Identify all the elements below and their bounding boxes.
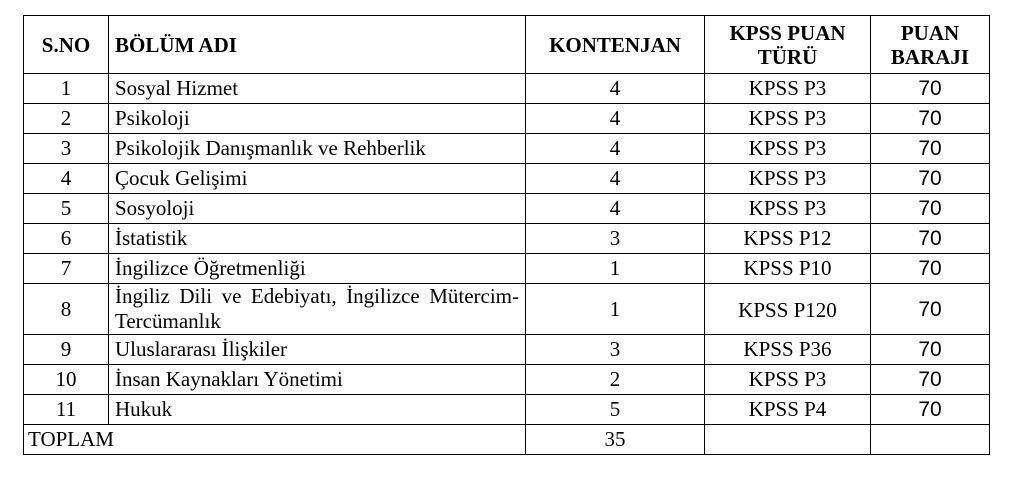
cell-name: İstatistik	[109, 224, 526, 254]
cell-sno: 4	[24, 164, 109, 194]
header-score-type-line2: TÜRÜ	[757, 44, 818, 69]
header-row	[24, 16, 990, 74]
cell-score-threshold: 70	[871, 395, 990, 425]
cell-score-type: KPSS P12	[705, 224, 871, 254]
cell-score-type: KPSS P3	[705, 134, 871, 164]
cell-quota: 5	[526, 395, 705, 425]
cell-quota: 3	[526, 224, 705, 254]
cell-sno: 11	[24, 395, 109, 425]
cell-quota: 4	[526, 104, 705, 134]
table-header	[24, 16, 990, 74]
table-row	[24, 335, 990, 365]
table-row	[24, 284, 990, 335]
cell-score-type: KPSS P3	[705, 365, 871, 395]
cell-quota: 4	[526, 194, 705, 224]
cell-sno: 10	[24, 365, 109, 395]
cell-sno: 1	[24, 74, 109, 104]
cell-score-threshold: 70	[871, 224, 990, 254]
header-sno: S.NO	[24, 16, 109, 74]
header-name: BÖLÜM ADI	[109, 16, 526, 74]
cell-score-type: KPSS P3	[705, 164, 871, 194]
cell-quota: 1	[526, 284, 705, 335]
cell-score-type: KPSS P3	[705, 194, 871, 224]
cell-quota: 1	[526, 254, 705, 284]
cell-score-threshold: 70	[871, 134, 990, 164]
cell-score-type: KPSS P3	[705, 74, 871, 104]
header-score-threshold-line2: BARAJI	[890, 44, 970, 69]
cell-score-threshold: 70	[871, 254, 990, 284]
header-score-threshold	[871, 16, 990, 74]
cell-name: Çocuk Gelişimi	[109, 164, 526, 194]
header-score-threshold-line1: PUAN	[900, 20, 960, 45]
table-row	[24, 254, 990, 284]
cell-sno: 8	[24, 284, 109, 335]
total-row	[24, 425, 990, 455]
cell-score-type: KPSS P36	[705, 335, 871, 365]
cell-name: Psikoloji	[109, 104, 526, 134]
cell-sno: 6	[24, 224, 109, 254]
cell-quota: 4	[526, 134, 705, 164]
table-row	[24, 104, 990, 134]
cell-sno: 3	[24, 134, 109, 164]
cell-name: İngilizce Öğretmenliği	[109, 254, 526, 284]
cell-name: İnsan Kaynakları Yönetimi	[109, 365, 526, 395]
cell-sno: 7	[24, 254, 109, 284]
cell-score-threshold: 70	[871, 194, 990, 224]
table-row	[24, 395, 990, 425]
cell-name: Sosyal Hizmet	[109, 74, 526, 104]
cell-score-threshold: 70	[871, 104, 990, 134]
cell-score-type: KPSS P120	[705, 284, 871, 335]
cell-score-type: KPSS P4	[705, 395, 871, 425]
total-score-type-empty	[705, 425, 871, 455]
cell-sno: 2	[24, 104, 109, 134]
table-row	[24, 164, 990, 194]
total-quota: 35	[526, 425, 705, 455]
cell-score-threshold: 70	[871, 164, 990, 194]
cell-name: Psikolojik Danışmanlık ve Rehberlik	[109, 134, 526, 164]
cell-sno: 5	[24, 194, 109, 224]
table-row	[24, 74, 990, 104]
cell-score-type: KPSS P3	[705, 104, 871, 134]
cell-score-type: KPSS P10	[705, 254, 871, 284]
table-row	[24, 224, 990, 254]
quota-table	[23, 15, 990, 455]
cell-quota: 4	[526, 164, 705, 194]
cell-score-threshold: 70	[871, 284, 990, 335]
table-body	[24, 74, 990, 455]
cell-score-threshold: 70	[871, 74, 990, 104]
cell-quota: 2	[526, 365, 705, 395]
cell-name: Uluslararası İlişkiler	[109, 335, 526, 365]
header-quota: KONTENJAN	[526, 16, 705, 74]
cell-quota: 4	[526, 74, 705, 104]
table-row	[24, 365, 990, 395]
table-row	[24, 134, 990, 164]
cell-score-threshold: 70	[871, 335, 990, 365]
cell-score-threshold: 70	[871, 365, 990, 395]
cell-sno: 9	[24, 335, 109, 365]
total-score-threshold-empty	[871, 425, 990, 455]
header-score-type	[705, 16, 871, 74]
cell-name: Sosyoloji	[109, 194, 526, 224]
table-row	[24, 194, 990, 224]
cell-quota: 3	[526, 335, 705, 365]
header-score-type-line1: KPSS PUAN	[729, 20, 846, 45]
cell-name: İngiliz Dili ve Edebiyatı, İngilizce Mütercim-Tercümanlık	[109, 284, 526, 335]
total-label: TOPLAM	[24, 425, 526, 455]
cell-name: Hukuk	[109, 395, 526, 425]
